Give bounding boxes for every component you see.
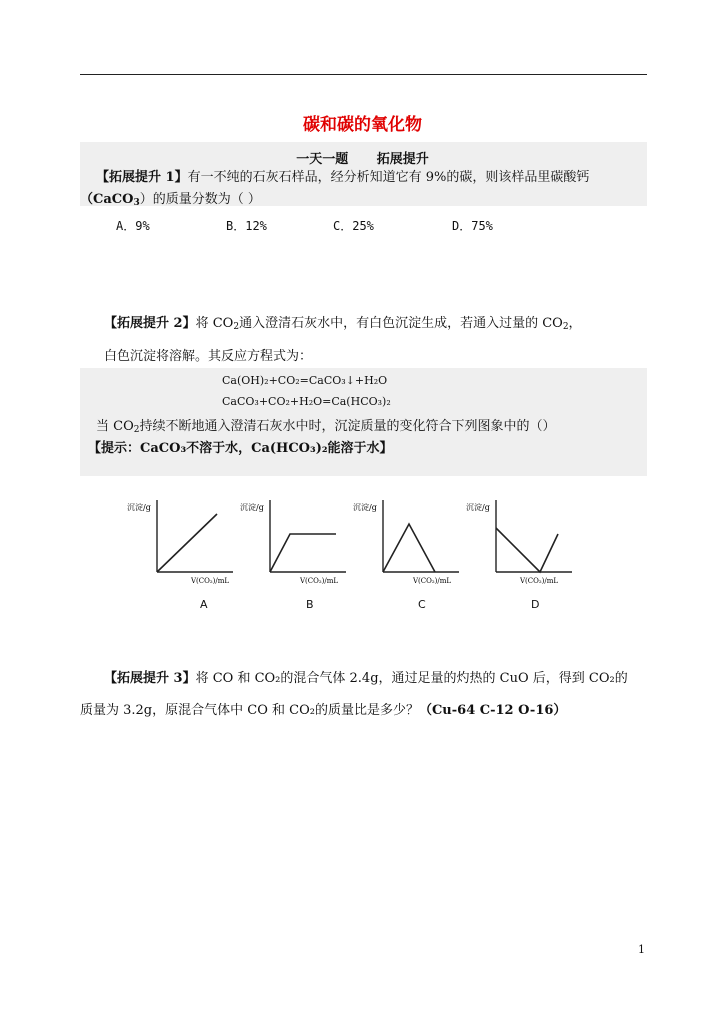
graph-label-b: B bbox=[306, 598, 314, 611]
graph-a-xlabel: V(CO₂)/mL bbox=[191, 577, 230, 584]
header-rule bbox=[80, 74, 647, 75]
q2-line1: 【拓展提升 2】将 $CO_2$通入澄清石灰水中，有白色沉淀生成，若通入过量的 $CO_2$， bbox=[104, 316, 582, 332]
graph-d bbox=[464, 494, 574, 584]
subtitle-part1: 一天一题 bbox=[296, 152, 349, 167]
graph-label-d: D bbox=[531, 598, 540, 611]
q1-formula-pre: （CaCO bbox=[80, 192, 134, 207]
graph-a bbox=[125, 494, 235, 584]
q1-option-b: B．12% bbox=[226, 219, 267, 233]
q2-text3b: 持续不断地通入澄清石灰水中时，沉淀质量的变化符合下列图象中的（） bbox=[139, 419, 556, 434]
q1-formula-sub: 3 bbox=[133, 198, 140, 208]
q1-text1: 有一不纯的石灰石样品，经分析知道它有 9%的碳，则该样品里碳酸钙 bbox=[187, 170, 590, 185]
q1-text2: ）的质量分数为（ ） bbox=[139, 192, 261, 207]
q3-text2a: 质量为 3.2g，原混合气体中 CO 和 CO₂的质量比是多少？ bbox=[80, 703, 419, 718]
q3-line2 bbox=[80, 699, 566, 718]
graph-c-ylabel: 沉淀/g bbox=[353, 503, 377, 512]
q3-text1: 将 CO 和 CO₂的混合气体 2.4g，通过足量的灼热的 CuO 后，得到 CO₂的 bbox=[195, 671, 628, 686]
q1-option-c: C．25% bbox=[333, 219, 374, 233]
equation-1: Ca(OH)₂+CO₂=CaCO₃↓+H₂O bbox=[222, 374, 388, 387]
q1-line2 bbox=[80, 188, 261, 208]
q1-line1 bbox=[96, 166, 589, 185]
graph-label-a: A bbox=[200, 598, 208, 611]
q2-line3: 当 $CO_2$持续不断地通入澄清石灰水中时，沉淀质量的变化符合下列图象中的（） bbox=[96, 419, 556, 435]
graph-d-xlabel: V(CO₂)/mL bbox=[520, 577, 559, 584]
q3-atomic-masses: （Cu-64 C-12 O-16） bbox=[418, 703, 567, 718]
q2-text1a: 将 CO bbox=[195, 316, 234, 331]
q1-option-d: D．75% bbox=[452, 219, 493, 233]
page-title: 碳和碳的氧化物 bbox=[303, 115, 422, 135]
q2-text3a: 当 CO bbox=[96, 419, 134, 434]
graph-c bbox=[351, 494, 461, 584]
graph-b-ylabel: 沉淀/g bbox=[240, 503, 264, 512]
q2-line2: 白色沉淀将溶解。其反应方程式为： bbox=[104, 349, 313, 364]
graph-a-ylabel: 沉淀/g bbox=[127, 503, 151, 512]
q3-tag: 【拓展提升 3】 bbox=[104, 671, 196, 686]
equation-2: CaCO₃+CO₂+H₂O=Ca(HCO₃)₂ bbox=[222, 395, 391, 408]
graph-c-xlabel: V(CO₂)/mL bbox=[413, 577, 452, 584]
page-number: 1 bbox=[638, 943, 645, 956]
q2-hint: 【提示：CaCO₃不溶于水，Ca(HCO₃)₂能溶于水】 bbox=[88, 441, 393, 456]
q2-text1b: 通入澄清石灰水中，有白色沉淀生成，若通入过量的 CO bbox=[239, 316, 563, 331]
graph-d-ylabel: 沉淀/g bbox=[466, 503, 490, 512]
q2-tag: 【拓展提升 2】 bbox=[104, 316, 196, 331]
graph-b-xlabel: V(CO₂)/mL bbox=[300, 577, 339, 584]
subtitle bbox=[0, 148, 725, 167]
subtitle-part2: 拓展提升 bbox=[376, 152, 429, 167]
q3-line1 bbox=[104, 667, 628, 686]
q1-tag: 【拓展提升 1】 bbox=[96, 170, 188, 185]
graph-label-c: C bbox=[418, 598, 426, 611]
q2-text1c: ， bbox=[568, 316, 582, 331]
graph-b bbox=[238, 494, 348, 584]
q1-option-a: A．9% bbox=[116, 219, 150, 233]
